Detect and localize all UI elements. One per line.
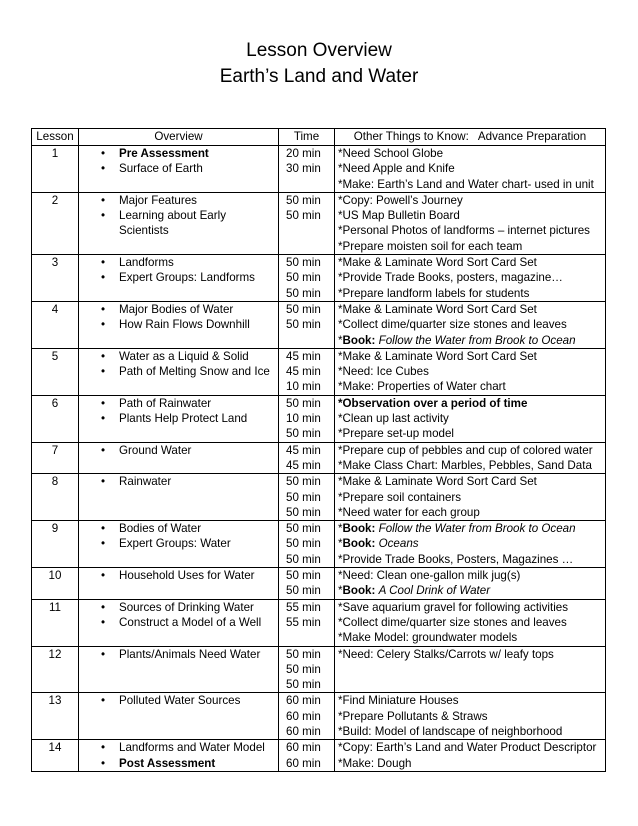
lesson-table (31, 128, 606, 772)
note-line (338, 379, 605, 394)
note-line (338, 411, 605, 426)
overview-text: Bodies of Water (119, 522, 202, 536)
table-row (32, 192, 606, 254)
note-line (338, 177, 605, 192)
note-line (338, 208, 605, 223)
lesson-number: 3 (32, 255, 79, 302)
overview-item (79, 521, 278, 536)
overview-item (79, 536, 278, 551)
overview-cell (79, 442, 279, 474)
note-line (338, 568, 605, 583)
table-body (32, 146, 606, 772)
overview-text: Path of Melting Snow and Ice (119, 365, 270, 379)
overview-item (79, 647, 278, 662)
overview-item (79, 693, 278, 708)
note-segment: *US Map Bulletin Board (338, 209, 460, 223)
time-value: 60 min (286, 709, 321, 723)
notes-cell (335, 301, 606, 348)
time-cell (279, 740, 335, 772)
bullet-icon: • (101, 193, 106, 207)
lesson-number: 8 (32, 474, 79, 521)
overview-text: Plants Help Protect Land (119, 412, 248, 426)
overview-text: Landforms (119, 256, 174, 270)
note-line (338, 223, 605, 238)
notes-cell (335, 442, 606, 474)
overview-text: Path of Rainwater (119, 396, 212, 410)
overview-text: Household Uses for Water (119, 569, 255, 583)
note-line (338, 583, 605, 598)
overview-item (79, 161, 278, 176)
time-value: 45 min (286, 365, 321, 379)
notes-cell (335, 395, 606, 442)
note-line (338, 756, 605, 771)
time-value: 60 min (286, 756, 321, 770)
note-line (338, 161, 605, 176)
overview-text: Surface of Earth (119, 162, 203, 176)
overview-cell (79, 146, 279, 193)
note-line (338, 615, 605, 630)
note-line (338, 286, 605, 301)
bullet-icon: • (101, 365, 106, 379)
note-line (338, 552, 605, 567)
note-segment: *Build: Model of landscape of neighborhood (338, 724, 563, 738)
time-cell (279, 192, 335, 254)
time-cell (279, 348, 335, 395)
overview-item (79, 411, 278, 426)
time-cell (279, 255, 335, 302)
overview-item (79, 317, 278, 332)
overview-cell (79, 348, 279, 395)
table-row (32, 521, 606, 568)
overview-item (79, 756, 278, 771)
note-line (338, 724, 605, 739)
note-segment: *Observation over a period of time (338, 396, 528, 410)
note-segment: * (338, 537, 343, 551)
table-row (32, 568, 606, 600)
overview-text: Construct a Model of a Well (119, 615, 262, 629)
overview-cell (79, 192, 279, 254)
note-line (338, 443, 605, 458)
time-value: 45 min (286, 458, 321, 472)
header-lesson: Lesson (32, 129, 79, 146)
note-segment: Oceans (378, 537, 419, 551)
time-value: 50 min (286, 209, 321, 223)
note-line (338, 693, 605, 708)
note-line (338, 364, 605, 379)
overview-item (79, 474, 278, 489)
table-row (32, 646, 606, 693)
note-line (338, 647, 605, 662)
lesson-number: 14 (32, 740, 79, 772)
bullet-icon: • (101, 615, 106, 629)
note-line (338, 333, 605, 348)
notes-cell (335, 521, 606, 568)
time-value: 50 min (286, 584, 321, 598)
table-header-row (32, 129, 606, 146)
note-line (338, 740, 605, 755)
time-value: 50 min (286, 475, 321, 489)
bullet-icon: • (101, 741, 106, 755)
lesson-number: 1 (32, 146, 79, 193)
time-value: 55 min (286, 600, 321, 614)
overview-cell (79, 599, 279, 646)
time-cell (279, 693, 335, 740)
notes-cell (335, 255, 606, 302)
notes-cell (335, 348, 606, 395)
overview-cell (79, 395, 279, 442)
note-segment: *Need: Ice Cubes (338, 365, 429, 379)
bullet-icon: • (101, 162, 106, 176)
time-value: 50 min (286, 678, 321, 692)
lesson-number: 2 (32, 192, 79, 254)
overview-cell (79, 693, 279, 740)
overview-text: Polluted Water Sources (119, 694, 241, 708)
overview-cell (79, 568, 279, 600)
time-cell (279, 474, 335, 521)
lesson-number: 7 (32, 442, 79, 474)
overview-cell (79, 301, 279, 348)
table-row (32, 255, 606, 302)
overview-item (79, 208, 278, 239)
time-value: 50 min (286, 271, 321, 285)
table-row (32, 474, 606, 521)
note-segment: *Make & Laminate Word Sort Card Set (338, 475, 537, 489)
time-value: 50 min (286, 647, 321, 661)
note-line (338, 349, 605, 364)
time-value: 50 min (286, 505, 321, 519)
time-value: 50 min (286, 286, 321, 300)
overview-text: Landforms and Water Model (119, 741, 265, 755)
lesson-number: 6 (32, 395, 79, 442)
note-line (338, 255, 605, 270)
note-line (338, 302, 605, 317)
overview-cell (79, 646, 279, 693)
overview-text: Ground Water (119, 443, 192, 457)
time-value: 20 min (286, 147, 321, 160)
time-value: 30 min (286, 162, 321, 176)
lesson-number: 11 (32, 599, 79, 646)
overview-text: How Rain Flows Downhill (119, 318, 250, 332)
table-row (32, 599, 606, 646)
header-overview: Overview (79, 129, 279, 146)
overview-text: Expert Groups: Water (119, 537, 231, 551)
page-subtitle: Earth’s Land and Water (219, 66, 419, 87)
note-line (338, 270, 605, 285)
note-line (338, 146, 605, 161)
notes-cell (335, 599, 606, 646)
time-value: 50 min (286, 537, 321, 551)
note-line (338, 709, 605, 724)
notes-cell (335, 568, 606, 600)
note-line (338, 630, 605, 645)
overview-cell (79, 255, 279, 302)
note-segment: *Make: Dough (338, 756, 412, 770)
note-line (338, 490, 605, 505)
time-cell (279, 442, 335, 474)
note-segment: *Need School Globe (338, 147, 444, 160)
bullet-icon: • (101, 694, 106, 708)
note-segment: A Cool Drink of Water (378, 584, 491, 598)
bullet-icon: • (101, 569, 106, 583)
time-cell (279, 395, 335, 442)
time-value: 60 min (286, 724, 321, 738)
note-line (338, 193, 605, 208)
table-row (32, 693, 606, 740)
notes-cell (335, 740, 606, 772)
table-row (32, 740, 606, 772)
bullet-icon: • (101, 209, 106, 223)
note-segment: *Need Apple and Knife (338, 162, 455, 176)
bullet-icon: • (101, 647, 106, 661)
overview-item (79, 193, 278, 208)
note-segment: Book: (342, 584, 376, 598)
bullet-icon: • (101, 537, 106, 551)
notes-cell (335, 192, 606, 254)
bullet-icon: • (101, 349, 106, 363)
note-segment: * (338, 522, 343, 536)
time-value: 50 min (286, 490, 321, 504)
note-segment: *Collect dime/quarter size stones and leaves (338, 615, 567, 629)
note-segment: *Save aquarium gravel for following activities (338, 600, 569, 614)
bullet-icon: • (101, 302, 106, 316)
bullet-icon: • (101, 443, 106, 457)
bullet-icon: • (101, 522, 106, 536)
table-row (32, 395, 606, 442)
overview-text: Post Assessment (119, 756, 216, 770)
time-cell (279, 301, 335, 348)
bullet-icon: • (101, 147, 106, 160)
note-line (338, 458, 605, 473)
note-segment: *Collect dime/quarter size stones and leaves (338, 318, 567, 332)
note-line (338, 505, 605, 520)
overview-text: Water as a Liquid & Solid (119, 349, 249, 363)
time-cell (279, 521, 335, 568)
note-segment: *Make & Laminate Word Sort Card Set (338, 256, 537, 270)
note-segment: Follow the Water from Brook to Ocean (378, 522, 576, 536)
note-segment: *Copy: Powell’s Journey (338, 193, 463, 207)
table-row (32, 442, 606, 474)
time-value: 50 min (286, 552, 321, 566)
overview-text: Sources of Drinking Water (119, 600, 254, 614)
note-line (338, 536, 605, 551)
bullet-icon: • (101, 600, 106, 614)
overview-text: Expert Groups: Landforms (119, 271, 255, 285)
note-segment: *Prepare soil containers (338, 490, 462, 504)
time-value: 55 min (286, 615, 321, 629)
time-value: 50 min (286, 193, 321, 207)
note-segment: *Prepare landform labels for students (338, 286, 530, 300)
note-segment: *Make & Laminate Word Sort Card Set (338, 302, 537, 316)
page-title: Lesson Overview (246, 40, 392, 61)
overview-item (79, 270, 278, 285)
table-row (32, 146, 606, 193)
note-segment: *Prepare cup of pebbles and cup of colored water (338, 443, 593, 457)
note-segment: *Prepare Pollutants & Straws (338, 709, 488, 723)
bullet-icon: • (101, 412, 106, 426)
note-line (338, 396, 605, 411)
time-value: 50 min (286, 662, 321, 676)
time-value: 50 min (286, 522, 321, 536)
note-segment: Book: (342, 537, 376, 551)
note-segment: *Clean up last activity (338, 412, 449, 426)
lesson-number: 4 (32, 301, 79, 348)
overview-item (79, 443, 278, 458)
notes-cell (335, 474, 606, 521)
bullet-icon: • (101, 396, 106, 410)
notes-cell (335, 146, 606, 193)
overview-cell (79, 521, 279, 568)
overview-text: Pre Assessment (119, 147, 209, 160)
time-value: 10 min (286, 412, 321, 426)
bullet-icon: • (101, 475, 106, 489)
overview-item (79, 600, 278, 615)
lesson-number: 12 (32, 646, 79, 693)
bullet-icon: • (101, 318, 106, 332)
note-segment: *Prepare moisten soil for each team (338, 239, 523, 253)
bullet-icon: • (101, 256, 106, 270)
header-notes: Other Things to Know: Advance Preparation (335, 129, 606, 146)
lesson-number: 5 (32, 348, 79, 395)
time-cell (279, 146, 335, 193)
time-value: 50 min (286, 427, 321, 441)
note-segment: *Provide Trade Books, Posters, Magazines … (338, 552, 574, 566)
note-line (338, 426, 605, 441)
bullet-icon: • (101, 756, 106, 770)
header-time: Time (279, 129, 335, 146)
overview-cell (79, 474, 279, 521)
overview-text: Plants/Animals Need Water (119, 647, 261, 661)
note-segment: *Personal Photos of landforms – internet pictures (338, 224, 590, 238)
overview-item (79, 302, 278, 317)
note-segment: *Prepare set-up model (338, 427, 454, 441)
overview-text: Learning about Early Scientists (119, 209, 226, 238)
note-line (338, 600, 605, 615)
overview-item (79, 615, 278, 630)
overview-item (79, 568, 278, 583)
time-value: 60 min (286, 694, 321, 708)
notes-cell (335, 646, 606, 693)
note-segment: *Make & Laminate Word Sort Card Set (338, 349, 537, 363)
note-segment: Book: (342, 333, 376, 347)
note-segment: Book: (342, 522, 376, 536)
note-segment: * (338, 584, 343, 598)
note-segment: *Find Miniature Houses (338, 694, 459, 708)
table-row (32, 301, 606, 348)
note-segment: Follow the Water from Brook to Ocean (378, 333, 576, 347)
overview-item (79, 349, 278, 364)
note-segment: *Make Class Chart: Marbles, Pebbles, Sand Data (338, 458, 592, 472)
note-segment: *Provide Trade Books, posters, magazine… (338, 271, 563, 285)
overview-item (79, 364, 278, 379)
overview-text: Major Bodies of Water (119, 302, 234, 316)
time-value: 50 min (286, 318, 321, 332)
time-value: 50 min (286, 569, 321, 583)
note-line (338, 317, 605, 332)
time-value: 50 min (286, 302, 321, 316)
time-value: 50 min (286, 396, 321, 410)
note-segment: * (338, 333, 343, 347)
overview-item (79, 146, 278, 161)
note-segment: *Make Model: groundwater models (338, 631, 518, 645)
lesson-number: 9 (32, 521, 79, 568)
note-segment: *Copy: Earth’s Land and Water Product Descriptor (338, 741, 597, 755)
overview-item (79, 740, 278, 755)
note-segment: *Need: Clean one-gallon milk jug(s) (338, 569, 521, 583)
note-line (338, 474, 605, 489)
time-value: 10 min (286, 380, 321, 394)
overview-item (79, 255, 278, 270)
lesson-number: 13 (32, 693, 79, 740)
table-row (32, 348, 606, 395)
time-cell (279, 568, 335, 600)
note-segment: *Need water for each group (338, 505, 480, 519)
time-value: 45 min (286, 443, 321, 457)
lesson-number: 10 (32, 568, 79, 600)
notes-cell (335, 693, 606, 740)
note-segment: *Make: Properties of Water chart (338, 380, 506, 394)
time-value: 45 min (286, 349, 321, 363)
time-value: 60 min (286, 741, 321, 755)
overview-item (79, 396, 278, 411)
note-segment: *Need: Celery Stalks/Carrots w/ leafy tops (338, 647, 554, 661)
overview-text: Rainwater (119, 475, 172, 489)
time-cell (279, 599, 335, 646)
time-cell (279, 646, 335, 693)
overview-text: Major Features (119, 193, 197, 207)
note-segment: *Make: Earth’s Land and Water chart- used in unit (338, 177, 594, 191)
overview-cell (79, 740, 279, 772)
time-value: 50 min (286, 256, 321, 270)
note-line (338, 239, 605, 254)
note-line (338, 521, 605, 536)
bullet-icon: • (101, 271, 106, 285)
